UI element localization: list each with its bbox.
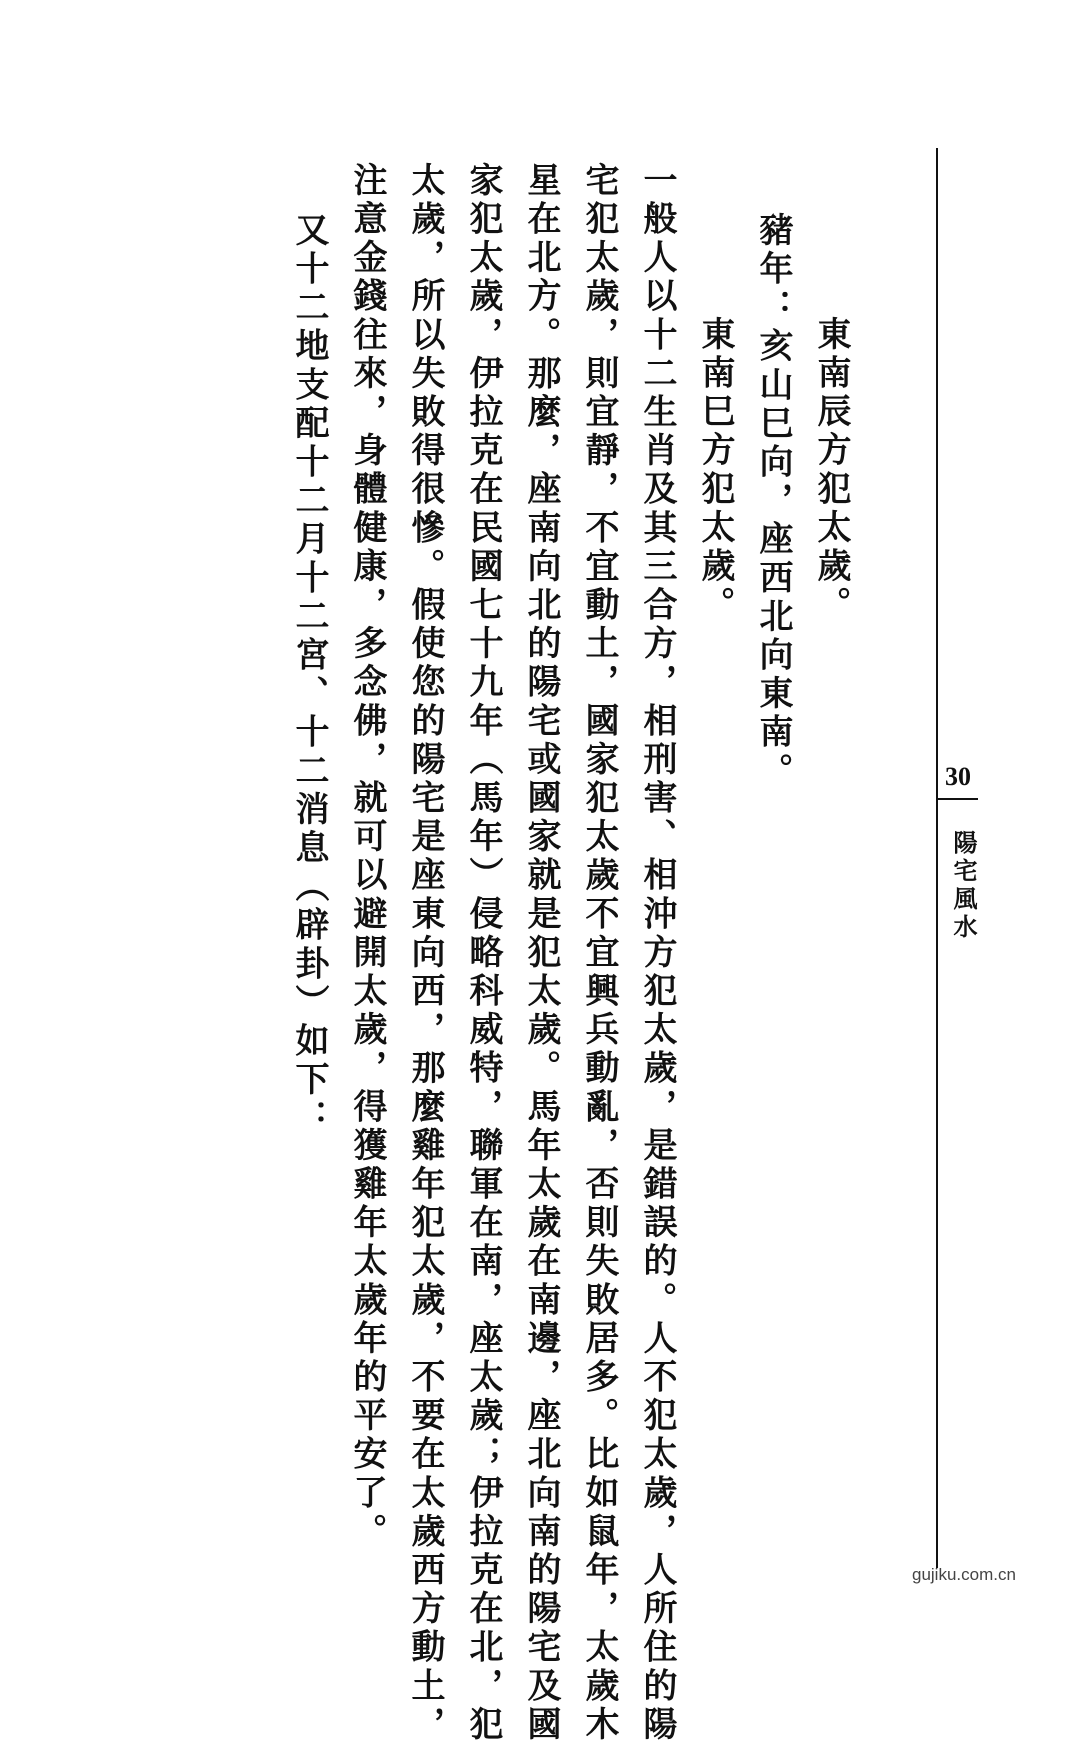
text-column-9: 注意金錢往來，身體健康，多念佛，就可以避開太歲，得獲雞年太歲年的平安了。: [347, 162, 387, 1552]
page-number: 30: [945, 762, 971, 791]
margin-rule-vertical: [936, 148, 938, 1568]
watermark: gujiku.com.cn: [912, 1565, 1016, 1584]
text-column-10: 又十二地支配十二月十二宮、十二消息（辟卦）如下：: [289, 212, 329, 1139]
text-column-6: 星在北方。那麼，座南向北的陽宅或國家就是犯太歲。馬年太歲在南邊，座北向南的陽宅及國: [521, 162, 561, 1745]
text-column-5: 宅犯太歲，則宜靜，不宜動土，國家犯太歲不宜興兵動亂，否則失敗居多。比如鼠年，太歲木: [579, 162, 619, 1745]
book-title: 陽宅風水: [949, 830, 978, 942]
text-column-3: 東南巳方犯太歲。: [695, 316, 735, 625]
text-column-1: 東南辰方犯太歲。: [811, 316, 851, 625]
text-column-4: 一般人以十二生肖及其三合方，相刑害、相沖方犯太歲，是錯誤的。人不犯太歲，人所住的陽: [637, 162, 677, 1745]
text-column-7: 家犯太歲，伊拉克在民國七十九年（馬年）侵略科威特，聯軍在南，座太歲；伊拉克在北，犯: [463, 162, 503, 1745]
text-column-8: 太歲，所以失敗得很慘。假使您的陽宅是座東向西，那麼雞年犯太歲，不要在太歲西方動土，: [405, 162, 445, 1745]
text-column-2: 豬年：亥山巳向，座西北向東南。: [753, 212, 793, 791]
margin-rule-horizontal: [936, 798, 978, 800]
